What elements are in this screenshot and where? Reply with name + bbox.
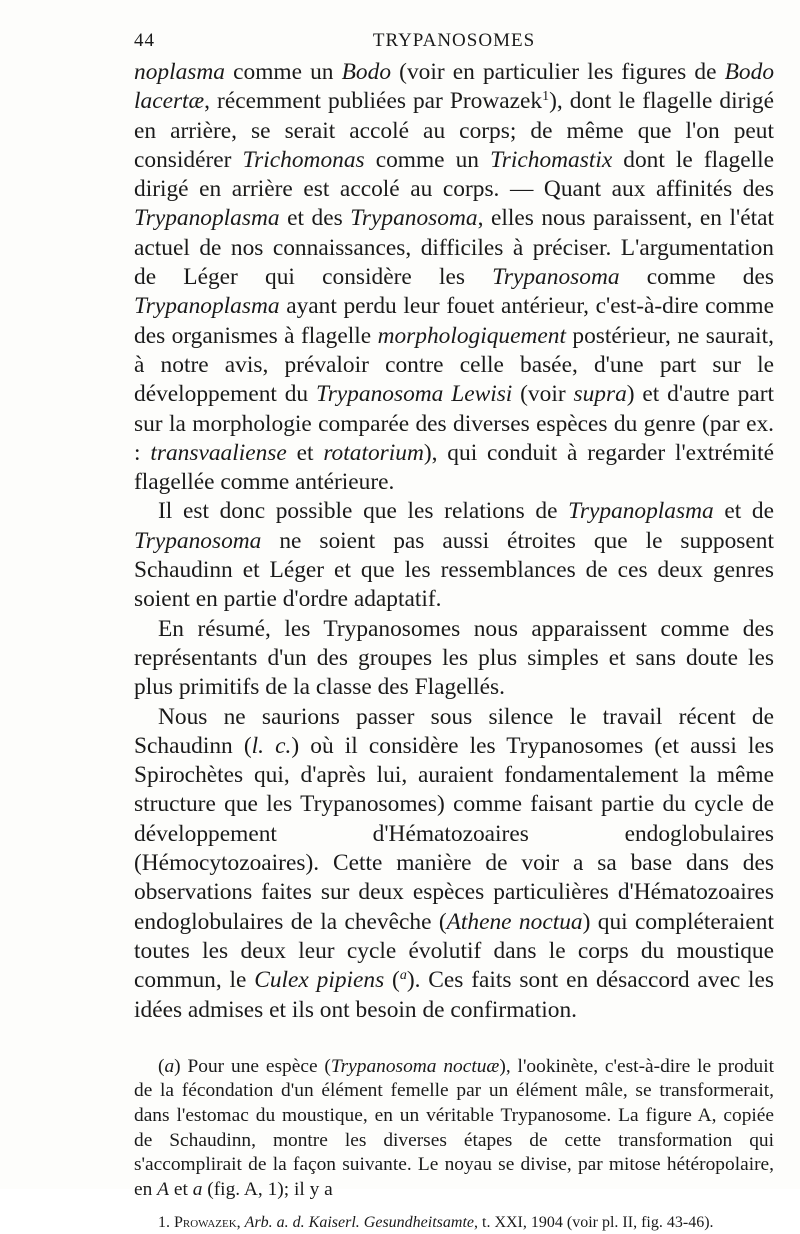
paragraph: [134, 615, 774, 703]
text-run: En résumé, les Trypanosomes nous apparaissent comme des représentants d'un des groupes les plus simples et sans doute les plus primitifs de la classe des Flagellés.: [134, 615, 774, 701]
italic-term: Bodo lacertæ: [134, 59, 775, 115]
italic-term: Trypanosoma: [134, 527, 262, 554]
text-run: ), qui conduit à regarder l'extrémité flagellée comme antérieure.: [134, 439, 775, 496]
text-run: comme un: [364, 146, 491, 173]
text-run: Il est donc possible que les relations de: [158, 498, 569, 525]
journal-title: Arb. a. d. Kaiserl. Gesundheitsamte: [244, 1214, 474, 1232]
italic-term: morphologiquement: [377, 322, 566, 349]
main-text: [134, 58, 774, 1025]
italic-term: noplasma: [134, 59, 225, 85]
page-header: [134, 24, 774, 58]
italic-term: rotatorium: [323, 439, 424, 466]
text-run: et: [286, 439, 324, 466]
text-run: ,: [236, 1214, 245, 1232]
text-run: (voir: [512, 381, 574, 408]
text-run: ) et d'autre part sur la morphologie comparée des diverses espèces du genre (par ex. :: [134, 381, 774, 466]
italic-term: l. c.: [251, 732, 292, 759]
italic-term: A: [157, 1178, 170, 1200]
running-title: TRYPANOSOMES: [372, 30, 536, 51]
italic-term: Trypanosoma Lewisi: [315, 381, 513, 408]
text-run: ). Ces faits sont en désaccord avec les idées admises et ils ont besoin de confirmation.: [134, 967, 775, 1023]
italic-term: Trypanosoma: [492, 264, 620, 291]
text-run: ayant perdu leur fouet antérieur, c'est-à-dire comme des organismes à flagelle: [134, 293, 774, 349]
text-run: (: [158, 1055, 165, 1077]
italic-term: Trypanosoma: [350, 205, 478, 232]
text-run: , elles nous paraissent, en l'état actuel de nos connaissances, difficiles à préciser. L'argumentation de Léger qui considère les: [134, 205, 774, 291]
author-name: Prowazek: [174, 1214, 237, 1232]
text-run: (voir en particulier les figures de: [391, 59, 725, 85]
italic-term: Bodo: [341, 59, 392, 85]
paragraph-continued: [134, 58, 774, 497]
paragraph: [134, 703, 774, 1025]
italic-term: transvaaliense: [150, 439, 287, 466]
note-a: [134, 1055, 774, 1203]
text-run: postérieur, ne saurait, à notre avis, prévaloir contre celle basée, d'une part sur le développement du: [134, 322, 774, 408]
text-run: ne soient pas aussi étroites que le supposent Schaudinn et Léger et que les ressemblances de ces deux genres soient en partie d'ordre adaptatif.: [134, 527, 774, 613]
text-run: , récemment publiées par Prowazek: [204, 88, 543, 115]
footnote-1: [134, 1212, 774, 1234]
text-run: (fig. A, 1); il y a: [202, 1178, 333, 1200]
text-run: ), dont le flagelle dirigé en arrière, se serait accolé au corps; de même que l'on peut considérer: [134, 88, 774, 173]
italic-term: Trypanoplasma: [134, 205, 280, 232]
text-run: et: [169, 1178, 193, 1200]
page-number: 44: [134, 30, 155, 51]
italic-term: Culex pipiens: [254, 967, 385, 994]
text-run: 1.: [158, 1214, 174, 1232]
italic-term: Trypanoplasma: [568, 498, 714, 525]
text-run: ), l'ookinète, c'est-à-dire le produit de la fécondation d'un élément femelle par un élément mâle, se transformerait, dans l'estomac du moustique, en un véritable Trypanosome. La figure A, copiée de Schaudinn, montre les diverses étapes de cette transformation qui s'accomplirait de la façon suivante. Le noyau se divise, par mitose hétéropolaire, en: [134, 1055, 774, 1200]
paragraph: [134, 497, 774, 614]
note-label: a: [164, 1055, 175, 1077]
italic-term: Athene noctua: [446, 908, 583, 935]
text-run: (: [384, 967, 400, 994]
text-run: ) qui compléteraient toutes les deux leur cycle évolutif dans le corps du moustique commun, le: [134, 908, 774, 994]
text-run: , t. XXI, 1904 (voir pl. II, fig. 43-46).: [474, 1214, 714, 1232]
text-run: Nous ne saurions passer sous silence le travail récent de Schaudinn (: [134, 703, 774, 759]
note-marker: a: [399, 968, 407, 984]
text-run: ) où il considère les Trypanosomes (et aussi les Spirochètes qui, d'après lui, auraient fondamentalement la même structure que les Trypanosomes) comme faisant partie du cycle de développement d'Hématozoaires endoglobulaires (Hémocytozoaires). Cette manière de voir a sa base dans des observations faites sur deux espèces particulières d'Hématozoaires endoglobulaires de la chevêche (: [134, 732, 774, 935]
italic-term: supra: [573, 381, 627, 408]
italic-term: Trichomastix: [490, 146, 613, 173]
text-run: ) Pour une espèce (: [174, 1055, 331, 1077]
text-run: comme un: [224, 59, 342, 85]
italic-term: Trypanosoma noctuæ: [330, 1055, 500, 1077]
footnote-marker: 1: [542, 89, 550, 105]
text-run: comme des: [619, 264, 774, 291]
text-run: et de: [713, 498, 774, 525]
italic-term: Trypanoplasma: [134, 293, 280, 320]
italic-term: Trichomonas: [242, 146, 365, 173]
italic-term: a: [192, 1178, 203, 1200]
text-run: dont le flagelle dirigé en arrière est accolé au corps. — Quant aux affinités des: [134, 146, 774, 203]
text-run: et des: [279, 205, 351, 232]
